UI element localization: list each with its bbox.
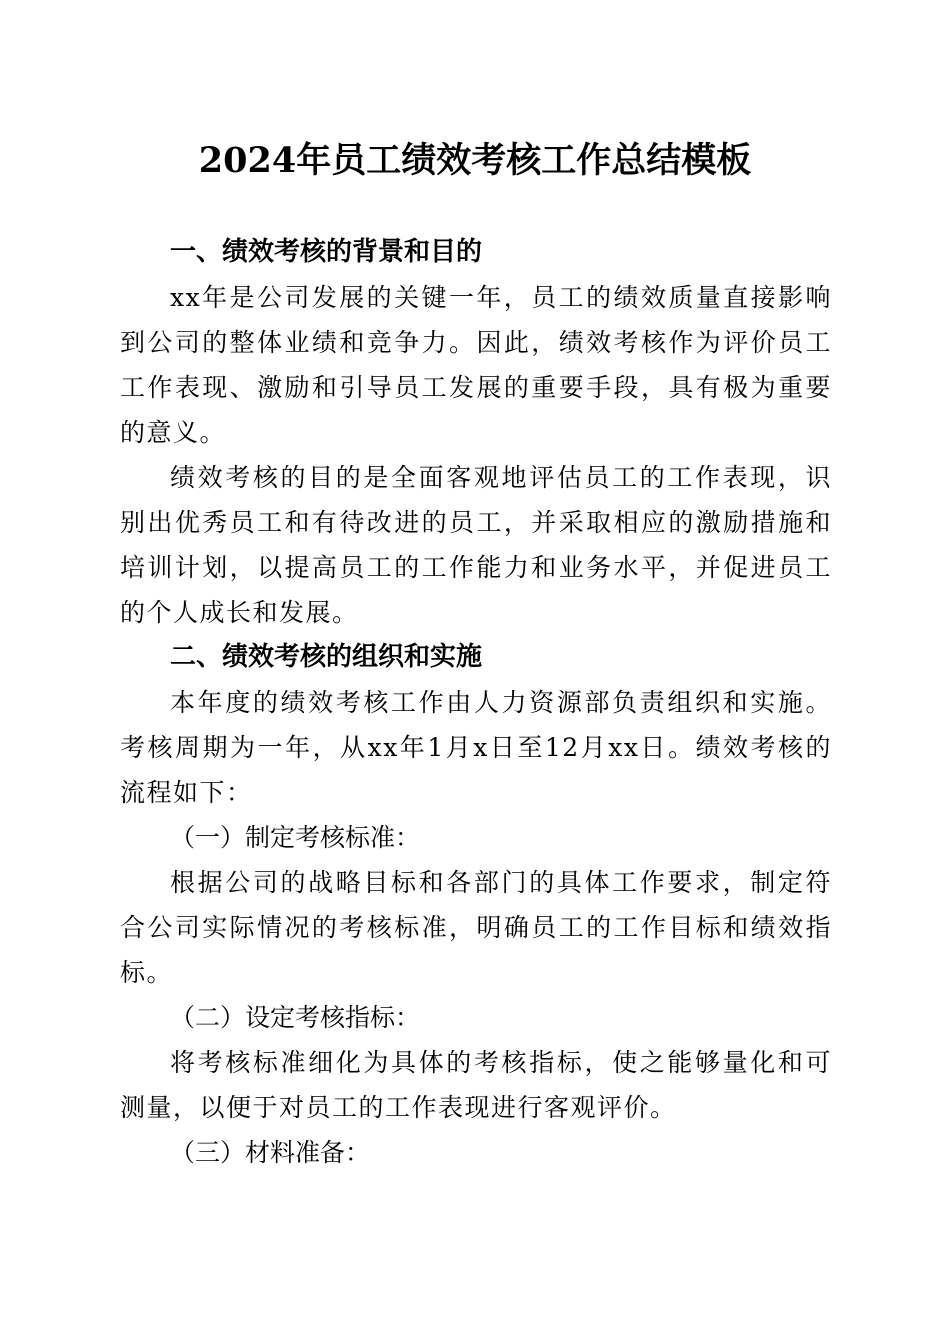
paragraph-purpose: 绩效考核的目的是全面客观地评估员工的工作表现，识别出优秀员工和有待改进的员工，并采取相应的激励措施和培训计划，以提高员工的工作能力和业务水平，并促进员工的个人成长和发展。 bbox=[120, 463, 832, 627]
subsection-heading-materials: （三）材料准备： bbox=[170, 1138, 371, 1167]
paragraph-background: xx年是公司发展的关键一年，员工的绩效质量直接影响到公司的整体业绩和竞争力。因此，绩效考核作为评价员工工作表现、激励和引导员工发展的重要手段，具有极为重要的意义。 bbox=[120, 283, 832, 447]
paragraph-indicators: 将考核标准细化为具体的考核指标，使之能够量化和可测量，以便于对员工的工作表现进行客观评价。 bbox=[120, 1048, 832, 1122]
section-heading-background: 一、绩效考核的背景和目的 bbox=[170, 237, 483, 267]
paragraph-organization: 本年度的绩效考核工作由人力资源部负责组织和实施。考核周期为一年，从xx年1月x日至12月xx日。绩效考核的流程如下： bbox=[120, 688, 832, 807]
document-body bbox=[120, 230, 832, 1175]
document-title: 2024年员工绩效考核工作总结模板 bbox=[198, 140, 752, 181]
subsection-heading-indicators: （二）设定考核指标： bbox=[170, 1003, 421, 1032]
subsection-heading-standards: （一）制定考核标准： bbox=[170, 823, 421, 852]
paragraph-standards: 根据公司的战略目标和各部门的具体工作要求，制定符合公司实际情况的考核标准，明确员工的工作目标和绩效指标。 bbox=[120, 868, 832, 987]
section-heading-organization: 二、绩效考核的组织和实施 bbox=[170, 642, 483, 672]
